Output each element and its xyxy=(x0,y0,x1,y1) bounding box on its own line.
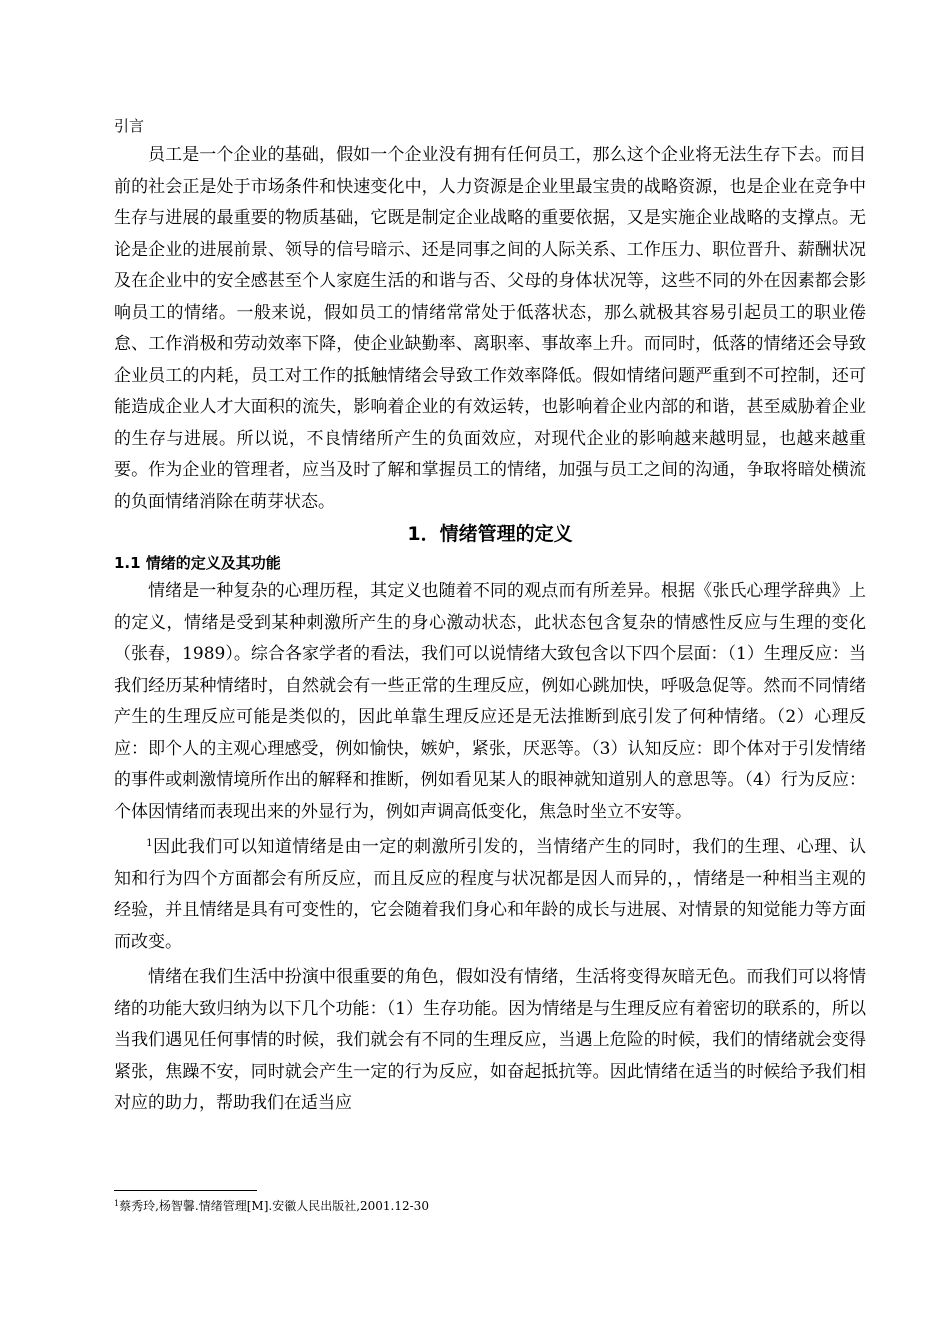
intro-label: 引言 xyxy=(114,117,145,135)
conclusion-paragraph xyxy=(114,832,866,958)
definition-paragraph: 情绪是一种复杂的心理历程，其定义也随着不同的观点而有所差异。根据《张氏心理学辞典》上的定义，情绪是受到某种刺激所产生的身心激动状态，此状态包含复杂的情感性反应与生理的变化（张春，1989）。综合各家学者的看法，我们可以说情绪大致包含以下四个层面：（1）生理反应：当我们经历某种情绪时，自然就会有一些正常的生理反应，例如心跳加快，呼吸急促等。然而不同情绪产生的生理反应可能是类似的，因此单靠生理反应还是无法推断到底引发了何种情绪。（2）心理反应：即个人的主观心理感受，例如愉快，嫉妒，紧张，厌恶等。（3）认知反应：即个体对于引发情绪的事件或刺激情境所作出的解释和推断，例如看见某人的眼神就知道别人的意思等。（4）行为反应：个体因情绪而表现出来的外显行为，例如声调高低变化，焦急时坐立不安等。 xyxy=(114,581,866,822)
footnote-reference[interactable]: 1 xyxy=(146,838,153,849)
footnote-text: 蔡秀玲,杨智馨.情绪管理[M].安徽人民出版社,2001.12-30 xyxy=(119,1199,429,1213)
subsection-heading: 1.1 情绪的定义及其功能 xyxy=(114,554,281,572)
functions-paragraph: 情绪在我们生活中扮演中很重要的角色，假如没有情绪，生活将变得灰暗无色。而我们可以将情绪的功能大致归纳为以下几个功能：（1）生存功能。因为情绪是与生理反应有着密切的联系的，所以当我们遇见任何事情的时候，我们就会有不同的生理反应，当遇上危险的时候，我们的情绪就会变得紧张，焦躁不安，同时就会产生一定的行为反应，如奋起抵抗等。因此情绪在适当的时候给予我们相对应的助力，帮助我们在适当应 xyxy=(114,967,866,1113)
section-heading: 1．情绪管理的定义 xyxy=(407,523,573,545)
footnote-marker: 1 xyxy=(114,1199,120,1208)
document-page xyxy=(114,112,866,1120)
intro-paragraph: 员工是一个企业的基础，假如一个企业没有拥有任何员工，那么这个企业将无法生存下去。而目前的社会正是处于市场条件和快速变化中，人力资源是企业里最宝贵的战略资源，也是企业在竞争中生存与进展的最重要的物质基础，它既是制定企业战略的重要依据，又是实施企业战略的支撑点。无论是企业的进展前景、领导的信号暗示、还是同事之间的人际关系、工作压力、职位晋升、薪酬状况及在企业中的安全感甚至个人家庭生活的和谐与否、父母的身体状况等，这些不同的外在因素都会影响员工的情绪。一般来说，假如员工的情绪常常处于低落状态，那么就极其容易引起员工的职业倦怠、工作消极和劳动效率下降，使企业缺勤率、离职率、事故率上升。而同时，低落的情绪还会导致企业员工的内耗，员工对工作的抵触情绪会导致工作效率降低。假如情绪问题严重到不可控制，还可能造成企业人才大面积的流失，影响着企业的有效运转，也影响着企业内部的和谐，甚至威胁着企业的生存与进展。所以说，不良情绪所产生的负面效应，对现代企业的影响越来越明显，也越来越重要。作为企业的管理者，应当及时了解和掌握员工的情绪，加强与员工之间的沟通，争取将暗处横流的负面情绪消除在萌芽状态。 xyxy=(114,145,866,512)
footnote-divider xyxy=(114,1190,257,1191)
conclusion-text: 因此我们可以知道情绪是由一定的刺激所引发的，当情绪产生的同时，我们的生理、心理、认知和行为四个方面都会有所反应，而且反应的程度与状况都是因人而异的，，情绪是一种相当主观的经验，并且情绪是具有可变性的，它会随着我们身心和年龄的成长与进展、对情景的知觉能力等方面而改变。 xyxy=(114,837,866,952)
footnote xyxy=(114,1198,429,1214)
